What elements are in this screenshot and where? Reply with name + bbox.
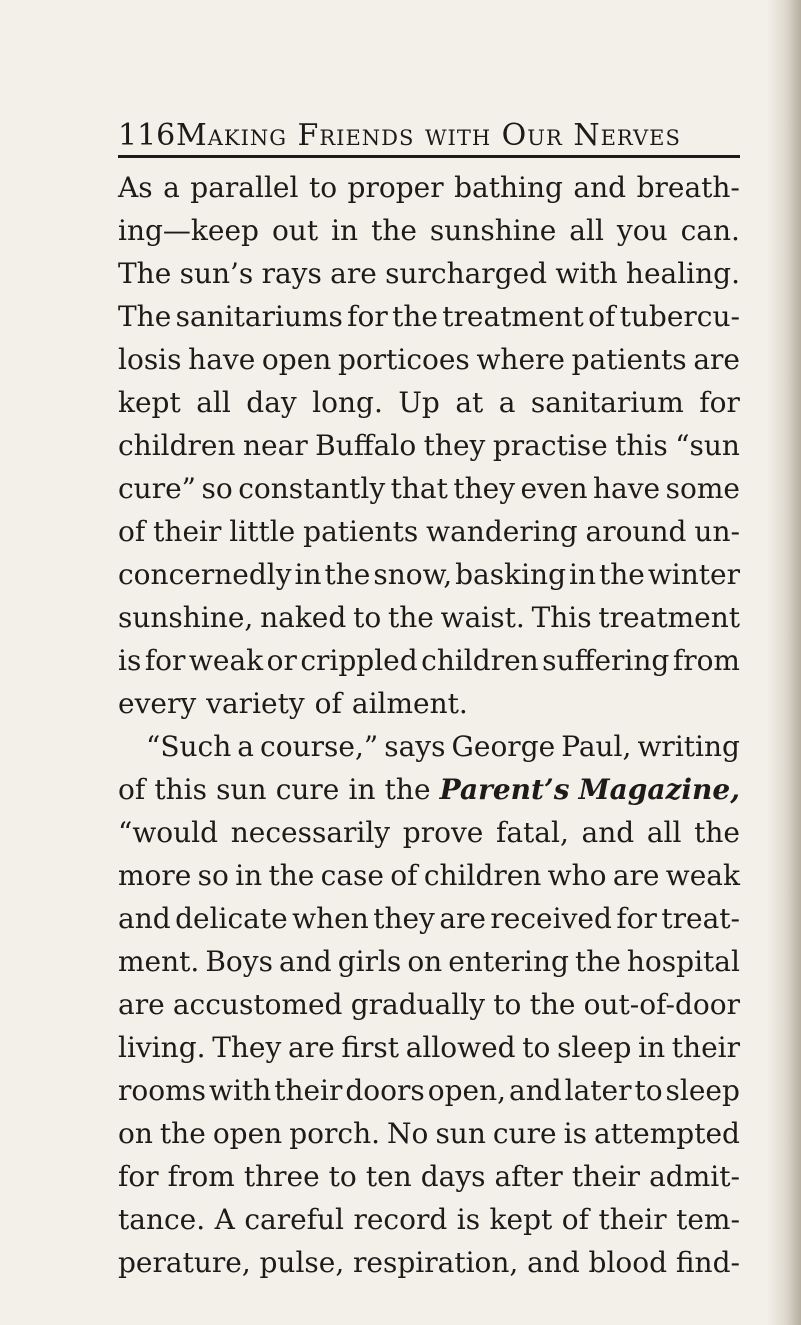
word: their — [571, 1160, 641, 1193]
word: wandering — [426, 515, 578, 548]
text-line — [118, 940, 740, 983]
word: A — [214, 1203, 235, 1236]
text-line — [118, 1241, 740, 1284]
word: fatal, — [496, 816, 569, 849]
word: to — [308, 171, 338, 204]
word: careful — [244, 1203, 344, 1236]
word: sleep — [665, 1074, 740, 1107]
word: record — [353, 1203, 448, 1236]
word: in — [568, 558, 596, 591]
text-line — [118, 1155, 740, 1198]
word: prove — [402, 816, 484, 849]
word: when — [292, 902, 369, 935]
word: the — [384, 773, 431, 806]
word: on — [407, 945, 443, 978]
word: out-of-door — [583, 988, 740, 1021]
word: Magazine, — [578, 773, 740, 806]
word: can. — [680, 214, 740, 247]
word: their — [274, 1074, 343, 1107]
word: variety — [206, 687, 305, 720]
word: children — [423, 859, 542, 892]
word: the — [598, 558, 645, 591]
word: treat- — [661, 902, 740, 935]
word: is — [456, 1203, 481, 1236]
word: their — [153, 515, 222, 548]
word: parallel — [190, 171, 299, 204]
word: of — [561, 1203, 589, 1236]
word: Parent’s — [439, 773, 570, 806]
word: They — [212, 1031, 282, 1064]
word: attempted — [593, 1117, 740, 1150]
text-line — [118, 381, 740, 424]
word: breath- — [636, 171, 740, 204]
text-line — [118, 295, 740, 338]
word: they — [373, 902, 435, 935]
word: surcharged — [385, 257, 548, 290]
word: the — [324, 558, 371, 591]
word: of — [118, 773, 146, 806]
word: in — [235, 859, 263, 892]
word: porticoes — [337, 343, 470, 376]
word: perature, — [118, 1246, 251, 1279]
text-line — [118, 467, 740, 510]
word: cure — [275, 773, 340, 806]
word: and — [527, 1246, 580, 1279]
word: children — [421, 644, 539, 677]
word: un- — [694, 515, 740, 548]
word: are — [439, 902, 486, 935]
word: sanitariums — [175, 300, 343, 333]
word: blood — [588, 1246, 668, 1279]
word: day — [246, 386, 297, 419]
word: the — [387, 601, 434, 634]
text-line — [118, 553, 740, 596]
word: on — [118, 1117, 153, 1150]
word: are — [330, 257, 377, 290]
word: and — [509, 1074, 562, 1107]
word: naked — [260, 601, 347, 634]
word: with — [209, 1074, 272, 1107]
word: for — [347, 300, 388, 333]
page-edge-shadow — [767, 0, 801, 1325]
text-line-with-italic — [118, 768, 740, 811]
word: Boys — [205, 945, 273, 978]
word: a — [163, 171, 180, 204]
word: writing — [637, 730, 740, 763]
word: from — [672, 644, 740, 677]
word: first — [341, 1031, 400, 1064]
word: pulse, — [259, 1246, 345, 1279]
running-title: Making Friends with Our Nerves — [176, 118, 681, 153]
word: of — [390, 859, 418, 892]
word: later — [564, 1074, 632, 1107]
word: children — [118, 429, 236, 462]
word: As — [118, 171, 153, 204]
word: Buffalo — [315, 429, 417, 462]
word: losis — [118, 343, 182, 376]
word: is — [118, 644, 142, 677]
word: for — [118, 1160, 159, 1193]
word: open, — [427, 1074, 507, 1107]
text-line — [118, 510, 740, 553]
word: you — [616, 214, 668, 247]
word: the — [371, 214, 417, 247]
word: near — [243, 429, 308, 462]
word: treatment — [442, 300, 584, 333]
word: in — [294, 558, 322, 591]
word: the — [159, 1117, 206, 1150]
word: sunshine — [429, 214, 557, 247]
word: “Such — [146, 730, 232, 763]
word: living. — [118, 1031, 206, 1064]
word: bathing — [454, 171, 563, 204]
word: have — [188, 343, 256, 376]
word: with — [555, 257, 618, 290]
word: cure — [492, 1117, 557, 1150]
word: weak — [665, 859, 740, 892]
word: tubercu- — [619, 300, 740, 333]
word: are — [118, 988, 165, 1021]
word: a — [498, 386, 516, 419]
text-line — [118, 166, 740, 209]
word: little — [229, 515, 296, 548]
word: entering — [448, 945, 569, 978]
word: concernedly — [118, 558, 292, 591]
word: of — [118, 515, 146, 548]
word: their — [671, 1031, 740, 1064]
word: Paul, — [561, 730, 632, 763]
word: tance. — [118, 1203, 206, 1236]
word: some — [665, 472, 740, 505]
word: course,” — [260, 730, 379, 763]
word: The — [118, 257, 172, 290]
word: even — [520, 472, 588, 505]
word: healing. — [625, 257, 740, 290]
word: kept — [118, 386, 181, 419]
word: are — [288, 1031, 335, 1064]
header-rule — [118, 155, 740, 158]
word: in — [638, 1031, 666, 1064]
word: necessarily — [230, 816, 391, 849]
word: gradually — [350, 988, 486, 1021]
word: all — [196, 386, 231, 419]
word: suffering — [542, 644, 670, 677]
text-line — [118, 1026, 740, 1069]
word: every — [118, 687, 197, 720]
word: sun’s — [179, 257, 254, 290]
word: allowed — [405, 1031, 516, 1064]
word: open — [212, 1117, 283, 1150]
word: are — [693, 343, 740, 376]
word: and — [581, 816, 635, 849]
word: to — [493, 988, 522, 1021]
word: and — [279, 945, 332, 978]
word: this — [154, 773, 207, 806]
text-line — [118, 897, 740, 940]
word: they — [423, 429, 486, 462]
word: the — [575, 945, 621, 978]
word: Up — [398, 386, 440, 419]
word: and — [118, 902, 171, 935]
word: so — [197, 859, 229, 892]
word: proper — [347, 171, 444, 204]
word: days — [420, 1160, 486, 1193]
word: crippled — [300, 644, 418, 677]
body-text — [118, 166, 740, 1284]
word: to — [522, 1031, 551, 1064]
word: of — [588, 300, 616, 333]
word: snow, — [373, 558, 453, 591]
word: “sun — [675, 429, 740, 462]
word: open — [261, 343, 332, 376]
word: more — [118, 859, 192, 892]
word: long. — [312, 386, 383, 419]
word: sun — [216, 773, 267, 806]
word: to — [328, 1160, 357, 1193]
word: “would — [118, 816, 219, 849]
text-line — [118, 639, 740, 682]
word: that — [390, 472, 448, 505]
word: where — [476, 343, 565, 376]
word: they — [453, 472, 516, 505]
text-line — [118, 682, 740, 725]
word: doors — [345, 1074, 425, 1107]
word: says — [384, 730, 446, 763]
word: waist. — [440, 601, 525, 634]
word: is — [563, 1117, 587, 1150]
word: the — [268, 859, 315, 892]
word: the — [529, 988, 576, 1021]
word: received — [490, 902, 612, 935]
word: porch. — [289, 1117, 381, 1150]
word: patients — [571, 343, 687, 376]
text-line — [118, 596, 740, 639]
word: and — [573, 171, 627, 204]
word: for — [616, 902, 657, 935]
word: a — [237, 730, 254, 763]
word: practise — [492, 429, 608, 462]
text-line — [118, 1112, 740, 1155]
word: This — [531, 601, 592, 634]
word: kept — [489, 1203, 553, 1236]
word: or — [266, 644, 297, 677]
word: ailment. — [351, 687, 468, 720]
text-line — [118, 424, 740, 467]
word: three — [243, 1160, 320, 1193]
word: basking — [455, 558, 566, 591]
word: this — [615, 429, 668, 462]
word: admit- — [649, 1160, 740, 1193]
word: George — [451, 730, 556, 763]
word: respiration, — [353, 1246, 519, 1279]
word: case — [320, 859, 384, 892]
word: after — [494, 1160, 563, 1193]
word: ment. — [118, 945, 200, 978]
word: the — [694, 816, 740, 849]
word: out — [271, 214, 319, 247]
word: cure” — [118, 472, 196, 505]
word: treatment — [598, 601, 740, 634]
word: The — [118, 300, 172, 333]
text-line — [118, 252, 740, 295]
text-line — [118, 811, 740, 854]
word: find- — [675, 1246, 740, 1279]
word: all — [569, 214, 604, 247]
text-line — [118, 338, 740, 381]
word: have — [593, 472, 661, 505]
word: hospital — [626, 945, 740, 978]
word: from — [167, 1160, 235, 1193]
word: patients — [303, 515, 419, 548]
word: all — [646, 816, 682, 849]
word: sleep — [557, 1031, 632, 1064]
word: sunshine, — [118, 601, 254, 634]
word: to — [353, 601, 382, 634]
text-line — [118, 1069, 740, 1112]
text-line — [118, 209, 740, 252]
word: are — [612, 859, 660, 892]
page-header — [118, 116, 740, 156]
text-line — [118, 725, 740, 768]
word: rays — [261, 257, 322, 290]
word: weak — [188, 644, 264, 677]
word: in — [331, 214, 359, 247]
word: their — [598, 1203, 667, 1236]
word: ing—keep — [118, 214, 259, 247]
word: constantly — [238, 472, 386, 505]
word: at — [455, 386, 484, 419]
word: accustomed — [172, 988, 343, 1021]
word: for — [699, 386, 740, 419]
text-line — [118, 1198, 740, 1241]
text-line — [118, 983, 740, 1026]
text-line — [118, 854, 740, 897]
word: to — [634, 1074, 663, 1107]
word: tem- — [676, 1203, 740, 1236]
word: so — [201, 472, 233, 505]
page-number: 116 — [118, 118, 176, 153]
word: sanitarium — [530, 386, 684, 419]
word: of — [314, 687, 342, 720]
word: girls — [337, 945, 402, 978]
word: delicate — [175, 902, 288, 935]
word: for — [144, 644, 186, 677]
word: who — [547, 859, 607, 892]
word: rooms — [118, 1074, 207, 1107]
word: around — [585, 515, 687, 548]
word: the — [392, 300, 438, 333]
word: in — [348, 773, 376, 806]
word: No — [387, 1117, 429, 1150]
word: winter — [647, 558, 740, 591]
word: sun — [435, 1117, 486, 1150]
word: ten — [365, 1160, 412, 1193]
